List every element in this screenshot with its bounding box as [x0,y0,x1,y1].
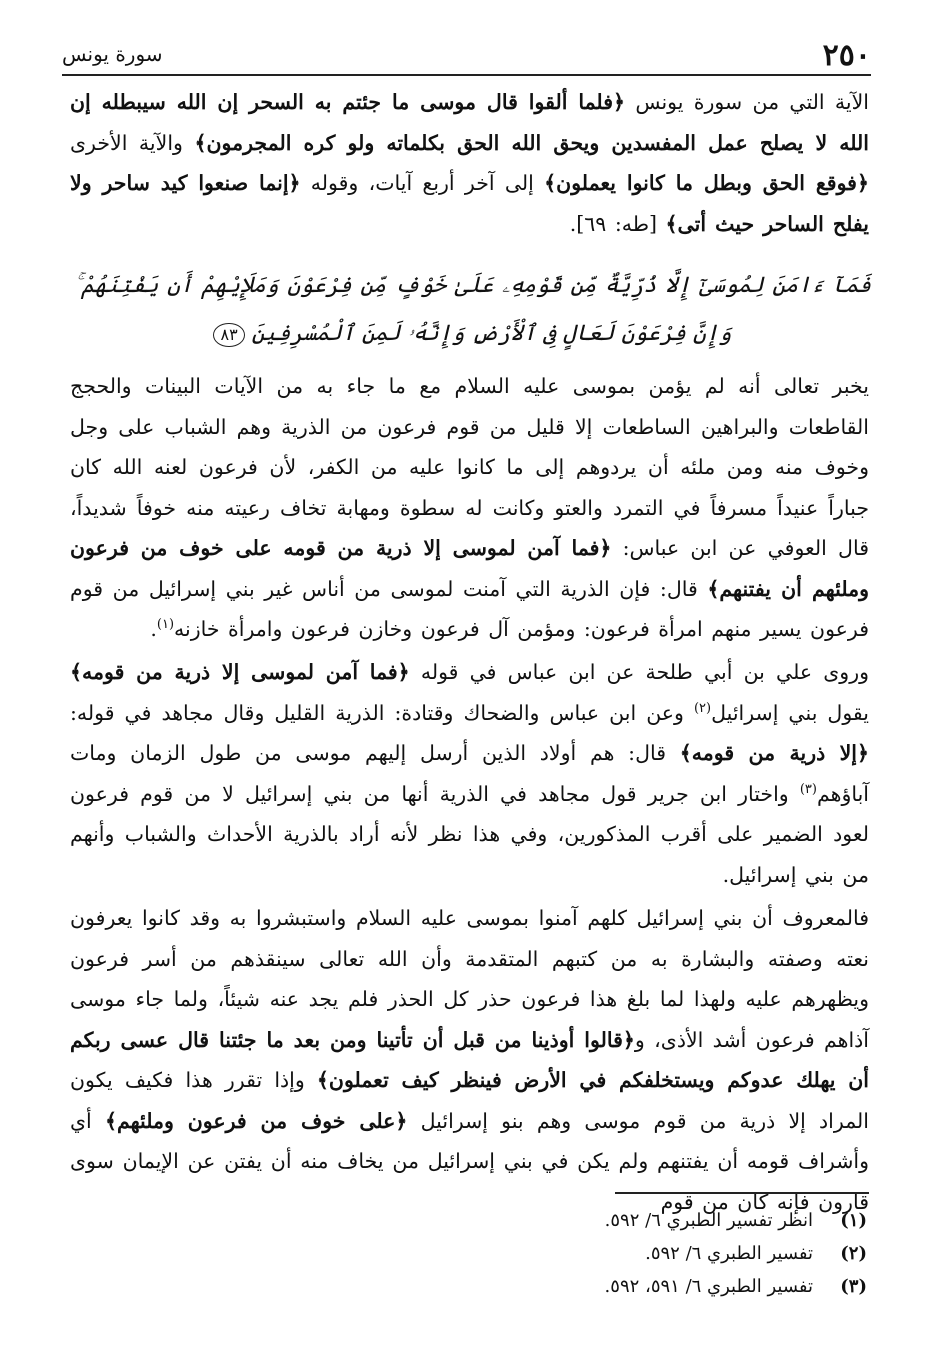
surah-title: سورة يونس [62,42,163,66]
footnote-text: تفسير الطبري ٦/ ٥٩١، ٥٩٢. [604,1276,813,1297]
text: قال: هم أولاد الذين أرسل إليهم موسى من طول الزمان ومات آباؤهم [70,741,869,806]
quran-quote: ﴿فوقع الحق وبطل ما كانوا يعملون﴾ [544,171,869,195]
footnote-text: تفسير الطبري ٦/ ٥٩٢. [645,1243,813,1264]
footnotes [70,1204,867,1303]
paragraph-1 [70,82,869,244]
text: وروى علي بن أبي طلحة عن ابن عباس في قوله [409,660,869,684]
footnote-ref[interactable]: (١) [156,617,175,633]
footnote-number: (٣) [840,1276,867,1297]
footnote-ref[interactable]: (٣) [799,781,817,797]
quran-quote: ﴿إنما صنعوا كيد ساحر ولا يفلح الساحر حيث أتى﴾ [70,171,869,236]
footnote-ref[interactable]: (٢) [693,700,712,716]
quran-quote: ﴿فما آمن لموسى إلا ذرية من قومه على خوف من فرعون وملئهم أن يفتنهم﴾ [70,536,869,601]
paragraph-4 [70,898,869,1222]
footnote-text: انظر تفسير الطبري ٦/ ٥٩٢. [604,1210,813,1231]
text: إلى آخر أربع آيات، وقوله [300,171,545,195]
page-header [62,28,871,76]
quran-quote: ﴿على خوف من فرعون وملئهم﴾ [104,1108,408,1133]
text: والآية الأخرى [70,130,195,155]
quran-quote: ﴿إلا ذرية من قومه﴾ [679,741,870,765]
footnote-item [70,1270,867,1303]
quran-quote: ﴿قالوا أوذينا من قبل أن تأتينا ومن بعد ما جئتنا قال عسى ربكم أن يهلك عدوكم ويستخلفكم في الأرض فينظر كيف تعملون﴾ [70,1027,869,1092]
text: قال: فإن الذرية التي آمنت لموسى من أناس غير بني إسرائيل من قوم فرعون يسير منهم امرأة فرعون: ومؤمن آل فرعون وخازن فرعون وامرأة خازنه [70,576,869,641]
text: الآية التي من سورة يونس [625,90,869,114]
footnote-item [70,1204,867,1237]
text: أي وأشراف قومه أن يفتنهم ولم يكن في بني إسرائيل من يخاف منه أن يفتن عن الإيمان سوى قارون فإنه كان من قوم [70,1108,869,1214]
text: وعن ابن عباس والضحاك وقتادة: الذرية القليل وقال مجاهد في قوله: [70,700,694,725]
footnote-divider [615,1192,869,1194]
paragraph-3 [70,652,869,895]
verse-text: فَمَآ ءَامَنَ لِمُوسَىٰٓ إِلَّا ذُرِّيَّةٌ مِّن قَوْمِهِۦ عَلَىٰ خَوْفٍ مِّن فِرْعَوْنَ وَمَلَإِيْهِمْ أَن يَفْتِنَهُمْ ۚ وَإِنَّ فِرْعَوْنَ لَعَالٍ فِى ٱلْأَرْضِ وَإِنَّهُۥ لَمِنَ ٱلْمُسْرِفِينَ [74,273,871,346]
text: [طه: ٦٩]. [569,211,666,236]
verse-number-marker: ٨٣ [213,323,244,347]
paragraph-2 [70,366,869,650]
text: فالمعروف أن بني إسرائيل كلهم آمنوا بموسى عليه السلام واستبشروا به وقد كانوا يعرفون نعته وصفته والبشارة به من كتبهم المتقدمة وأن الله تعالى سينقذهم من أسر فرعون ويظهرهم عليه ولهذا لما بلغ هذا فرعون حذر كل الحذر فلم يجد عنه شيئاً، ولما جاء موسى آذاهم فرعون أشد الأذى، و [70,906,869,1052]
quran-quote: ﴿فما آمن لموسى إلا ذرية من قومه﴾ [70,660,410,684]
quran-quote: ﴿فلما ألقوا قال موسى ما جئتم به السحر إن الله سيبطله إن الله لا يصلح عمل المفسدين ويحق الله الحق بكلماته ولو كره المجرمون﴾ [70,90,870,155]
text: يخبر تعالى أنه لم يؤمن بموسى عليه السلام مع ما جاء به من الآيات البينات والحجج القاطعات والبراهين الساطعات إلا قليل من قوم فرعون من الذرية وهم الشباب على وجل وخوف منه ومن ملئه أن يردوهم إلى ما كانوا عليه من الكفر، لأن فرعون لعنه الله كان جباراً عنيداً مسرفاً في التمرد والعتو وكانت له سطوة ومهابة تخاف رعيته منه خوفاً شديداً، قال العوفي عن ابن عباس: [70,374,869,560]
footnote-number: (١) [840,1210,867,1231]
footnote-number: (٢) [840,1243,867,1264]
text: وإذا تقرر هذا فكيف يكون المراد إلا ذرية من قوم موسى وهم بنو إسرائيل [70,1068,869,1133]
text: . [150,617,157,641]
quran-verse [74,262,871,358]
footnote-item [70,1237,867,1270]
text: واختار ابن جرير قول مجاهد في الذرية أنها من بني إسرائيل لا من قوم فرعون لعود الضمير على أقرب المذكورين، وفي هذا نظر لأنه أراد بالذرية الأحداث والشباب وأنهم من بني إسرائيل. [70,781,869,887]
text: يقول بني إسرائيل [711,700,869,725]
page-number: ٢٥٠ [822,38,871,73]
